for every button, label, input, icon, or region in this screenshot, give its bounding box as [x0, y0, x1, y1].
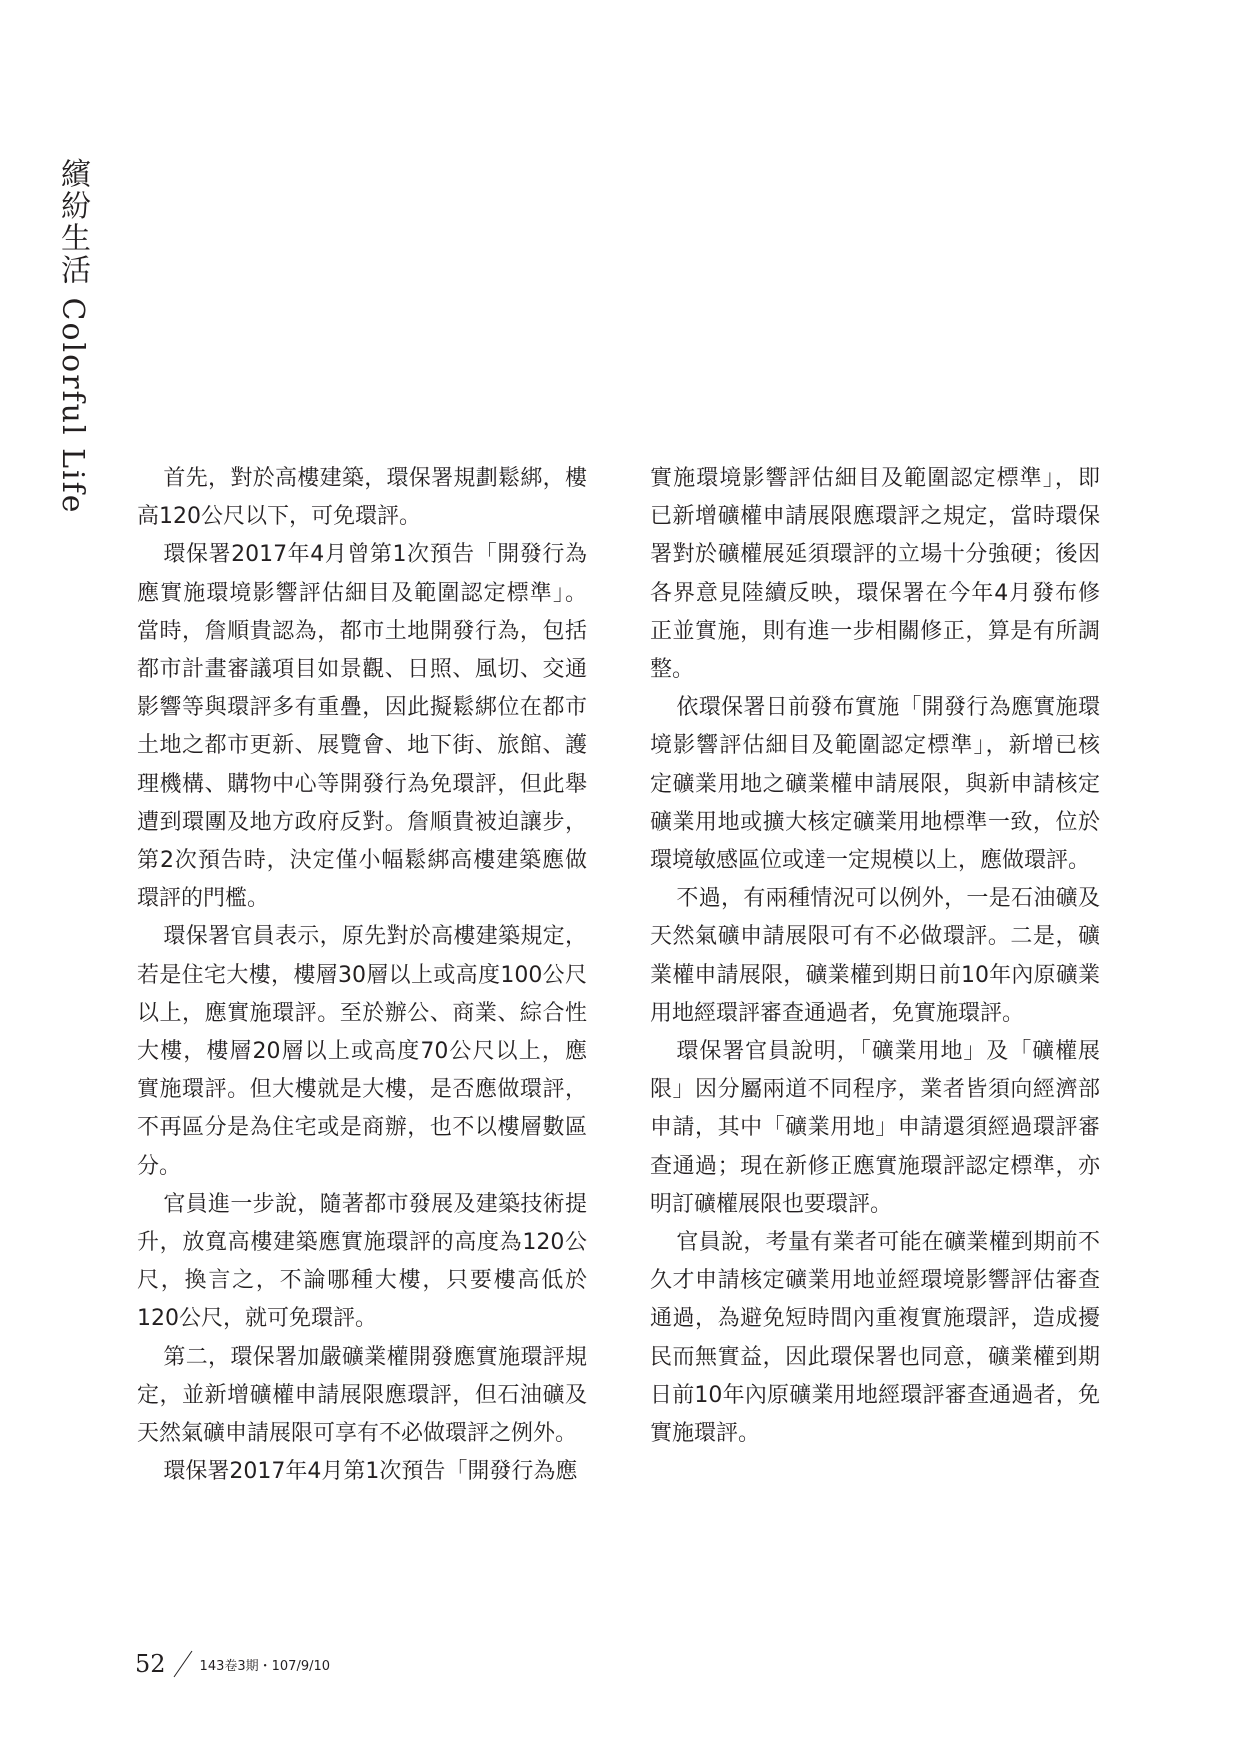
paragraph: 不過，有兩種情況可以例外，一是石油礦及天然氣礦申請展限可有不必做環評。二是，礦業權申請展限，礦業權到期日前10年內原礦業用地經環評審查通過者，免實施環評。 — [650, 886, 1100, 1026]
paragraph: 環保署官員說明，「礦業用地」及「礦權展限」因分屬兩道不同程序，業者皆須向經濟部申請，其中「礦業用地」申請還須經過環評審查通過；現在新修正應實施環評認定標準，亦明訂礦權展限也要環評。 — [650, 1039, 1100, 1217]
paragraph: 第二，環保署加嚴礦業權開發應實施環評規定，並新增礦權申請展限應環評，但石油礦及天然氣礦申請展限可享有不必做環評之例外。 — [137, 1344, 587, 1447]
left-column — [137, 460, 587, 1491]
page-footer — [135, 1644, 330, 1684]
section-title: 繽紛生活 Colorful Life — [55, 158, 90, 515]
slash-divider-icon — [170, 1649, 196, 1679]
paragraph: 官員進一步說，隨著都市發展及建築技術提升，放寬高樓建築應實施環評的高度為120公尺，換言之，不論哪種大樓，只要樓高低於120公尺，就可免環評。 — [137, 1191, 587, 1332]
paragraph: 環保署2017年4月第1次預告「開發行為應 — [163, 1459, 578, 1485]
paragraph: 環保署2017年4月曾第1次預告「開發行為應實施環境影響評估細目及範圍認定標準」。當時，詹順貴認為，都市土地開發行為，包括都市計畫審議項目如景觀、日照、風切、交通影響等與環評多有重疊，因此擬鬆綁位在都市土地之都市更新、展覽會、地下街、旅館、護理機構、購物中心等開發行為免環評，但此舉遭到環團及地方政府反對。詹順貴被迫讓步，第2次預告時，決定僅小幅鬆綁高樓建築應做環評的門檻。 — [137, 542, 587, 912]
paragraph-continued: 實施環境影響評估細目及範圍認定標準」，即已新增礦權申請展限應環評之規定，當時環保署對於礦權展延須環評的立場十分強硬；後因各界意見陸續反映，環保署在今年4月發布修正並實施，則有進一步相關修正，算是有所調整。 — [650, 466, 1100, 683]
right-column — [650, 460, 1100, 1453]
paragraph: 依環保署日前發布實施「開發行為應實施環境影響評估細目及範圍認定標準」，新增已核定礦業用地之礦業權申請展限，與新申請核定礦業用地或擴大核定礦業用地標準一致，位於環境敏感區位或達一定規模以上，應做環評。 — [650, 695, 1100, 874]
paragraph: 環保署官員表示，原先對於高樓建築規定，若是住宅大樓，樓層30層以上或高度100公尺以上，應實施環評。至於辦公、商業、綜合性大樓，樓層20層以上或高度70公尺以上，應實施環評。但大樓就是大樓，是否應做環評，不再區分是為住宅或是商辦，也不以樓層數區分。 — [137, 924, 587, 1179]
paragraph: 首先，對於高樓建築，環保署規劃鬆綁，樓高120公尺以下，可免環評。 — [137, 466, 587, 530]
issue-info: 143卷3期・107/9/10 — [199, 1658, 331, 1674]
page-number: 52 — [135, 1650, 166, 1678]
paragraph: 官員說，考量有業者可能在礦業權到期前不久才申請核定礦業用地並經環境影響評估審查通過，為避免短時間內重複實施環評，造成擾民而無實益，因此環保署也同意，礦業權到期日前10年內原礦業用地經環評審查通過者，免實施環評。 — [650, 1230, 1100, 1447]
